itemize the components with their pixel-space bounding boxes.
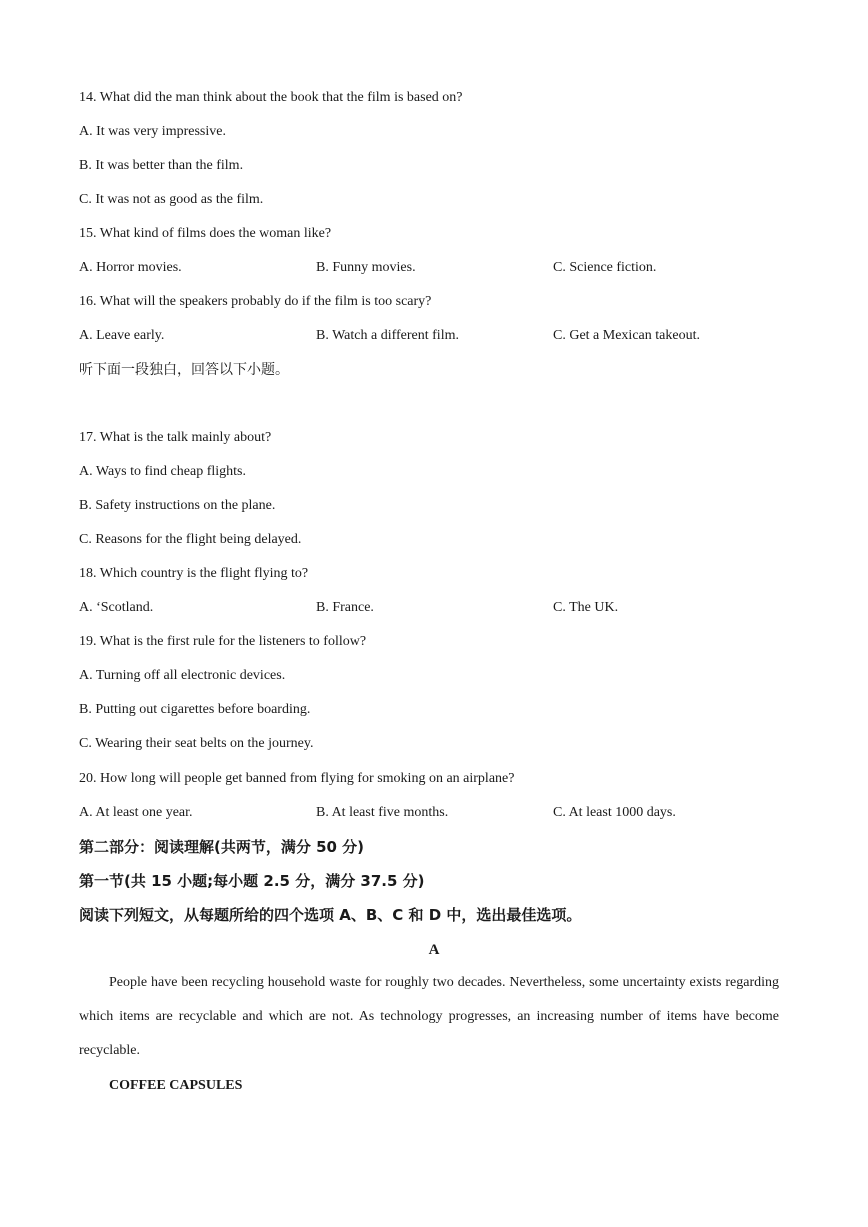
question-14: 14. What did the man think about the book that the film is based on?	[79, 90, 463, 105]
question-18: 18. Which country is the flight flying to?	[79, 566, 309, 581]
q16-option-a: A. Leave early.	[79, 328, 165, 343]
passage-text: People have been recycling household waste for roughly two decades. Nevertheless, some uncertainty exists regarding which items are recyclable and which are not. As technology progresses, an increasing number of items have become recyclable.	[79, 975, 779, 1058]
q14-option-c: C. It was not as good as the film.	[79, 192, 264, 207]
q18-option-c: C. The UK.	[553, 600, 619, 615]
q15-option-a: A. Horror movies.	[79, 260, 182, 275]
question-19: 19. What is the first rule for the listeners to follow?	[79, 634, 367, 649]
part2-heading: 第二部分：阅读理解(共两节，满分 50 分)	[79, 838, 365, 856]
q14-option-b: B. It was better than the film.	[79, 158, 244, 173]
q19-option-a: A. Turning off all electronic devices.	[79, 668, 286, 683]
question-17: 17. What is the talk mainly about?	[79, 430, 272, 445]
question-20: 20. How long will people get banned from flying for smoking on an airplane?	[79, 771, 515, 786]
section1-heading: 第一节(共 15 小题;每小题 2.5 分，满分 37.5 分)	[79, 872, 425, 890]
q15-option-c: C. Science fiction.	[553, 260, 657, 275]
q15-option-b: B. Funny movies.	[316, 260, 416, 275]
q18-option-b: B. France.	[316, 600, 374, 615]
q14-option-a: A. It was very impressive.	[79, 124, 226, 139]
q20-option-a: A. At least one year.	[79, 805, 193, 820]
q17-option-a: A. Ways to find cheap flights.	[79, 464, 246, 479]
q17-option-c: C. Reasons for the flight being delayed.	[79, 532, 302, 547]
q19-option-c: C. Wearing their seat belts on the journey.	[79, 736, 314, 751]
monologue-instruction: 听下面一段独白，回答以下小题。	[79, 362, 289, 378]
question-15: 15. What kind of films does the woman like?	[79, 226, 332, 241]
passage-subheading: COFFEE CAPSULES	[109, 1078, 243, 1093]
q16-option-c: C. Get a Mexican takeout.	[553, 328, 700, 343]
reading-instruction: 阅读下列短文，从每题所给的四个选项 A、B、C 和 D 中，选出最佳选项。	[79, 906, 582, 924]
passage-label: A	[428, 942, 440, 958]
q20-option-b: B. At least five months.	[316, 805, 449, 820]
passage-paragraph	[79, 966, 779, 1068]
q16-option-b: B. Watch a different film.	[316, 328, 459, 343]
q19-option-b: B. Putting out cigarettes before boarding.	[79, 702, 311, 717]
q18-option-a: A. ‘Scotland.	[79, 600, 154, 615]
q17-option-b: B. Safety instructions on the plane.	[79, 498, 276, 513]
question-16: 16. What will the speakers probably do if the film is too scary?	[79, 294, 432, 309]
q20-option-c: C. At least 1000 days.	[553, 805, 676, 820]
